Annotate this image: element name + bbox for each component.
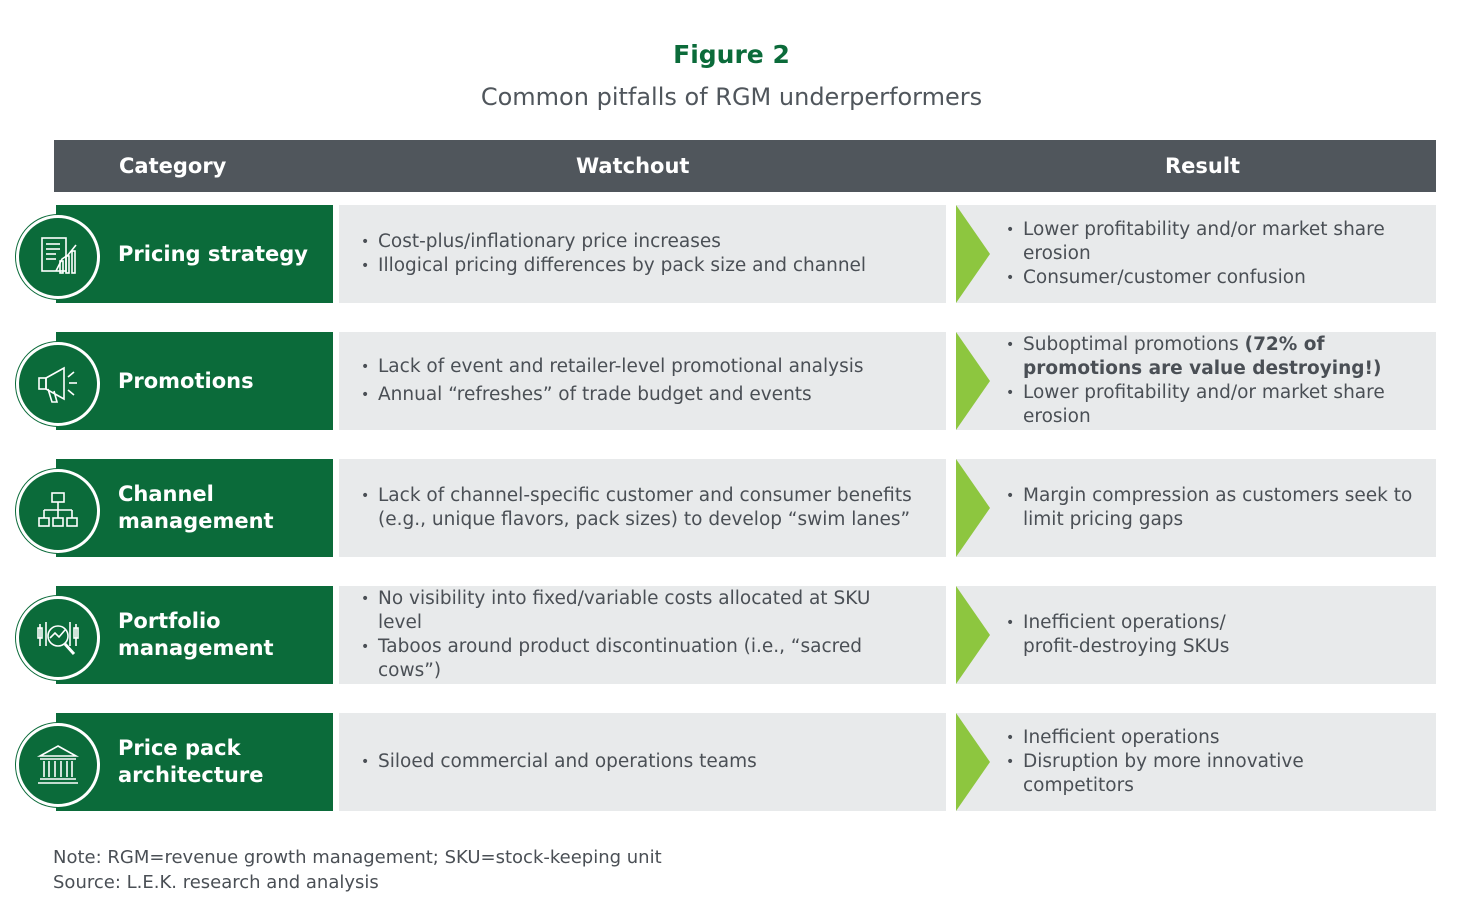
arrow-right-icon (956, 332, 990, 430)
result-text: Suboptimal promotions (1023, 334, 1245, 355)
result-cell (956, 713, 1436, 811)
watchout-item: • Cost-plus/inflationary price increases (361, 230, 866, 254)
figure-subtitle: Common pitfalls of RGM underperformers (480, 83, 983, 111)
result-item: • Disruption by more innovative competitors (1006, 750, 1333, 798)
org-chart-icon (16, 469, 100, 553)
result-item: • Margin compression as customers seek to limit pricing gaps (1006, 484, 1426, 532)
watchout-item: • Illogical pricing differences by pack size and channel (361, 254, 866, 278)
header-category: Category (119, 154, 227, 178)
result-highlight: (72% of promotions are value destroying!) (1023, 334, 1382, 379)
watchout-cell (339, 713, 946, 811)
result-item (1006, 333, 1426, 381)
table-header (54, 140, 1436, 192)
note-text: Note: RGM=revenue growth management; SKU=stock-keeping unit (53, 847, 662, 868)
arrow-right-icon (956, 713, 990, 811)
footnote (53, 845, 662, 895)
watchout-cell (339, 205, 946, 303)
watchout-item: • Lack of event and retailer-level promotional analysis (361, 355, 863, 379)
table-row (0, 205, 1463, 303)
table-row (0, 586, 1463, 684)
result-item: • Lower profitability and/or market share erosion (1006, 218, 1426, 266)
table-row (0, 459, 1463, 557)
category-label: Portfolio management (118, 609, 274, 660)
result-item: • Inefficient operations/ profit-destroying SKUs (1006, 611, 1273, 659)
header-watchout: Watchout (576, 154, 690, 178)
arrow-right-icon (956, 586, 990, 684)
watchout-cell (339, 586, 946, 684)
arrow-right-icon (956, 459, 990, 557)
document-chart-icon (16, 215, 100, 299)
header-result: Result (1165, 154, 1241, 178)
result-item: • Lower profitability and/or market share erosion (1006, 381, 1426, 429)
result-cell (956, 205, 1436, 303)
watchout-cell (339, 459, 946, 557)
category-label: Promotions (118, 368, 254, 393)
result-item: • Inefficient operations (1006, 726, 1426, 750)
watchout-cell (339, 332, 946, 430)
category-label: Pricing strategy (118, 241, 308, 266)
result-cell (956, 586, 1436, 684)
megaphone-icon (16, 342, 100, 426)
watchout-item: • Siloed commercial and operations teams (361, 750, 757, 774)
category-label: Price pack architecture (118, 736, 264, 787)
watchout-item: • Taboos around product discontinuation (i.e., “sacred cows”) (361, 635, 901, 683)
building-columns-icon (16, 723, 100, 807)
arrow-right-icon (956, 205, 990, 303)
result-cell (956, 332, 1436, 430)
table-row (0, 713, 1463, 811)
magnifier-chart-icon (16, 596, 100, 680)
table-row (0, 332, 1463, 430)
watchout-item: • No visibility into fixed/variable costs allocated at SKU level (361, 587, 901, 635)
result-cell (956, 459, 1436, 557)
result-item: • Consumer/customer confusion (1006, 266, 1426, 290)
category-label: Channel management (118, 482, 274, 533)
source-text: Source: L.E.K. research and analysis (53, 872, 379, 893)
watchout-item: • Annual “refreshes” of trade budget and events (361, 383, 863, 407)
figure-title: Figure 2 (673, 40, 790, 69)
watchout-item: • Lack of channel-specific customer and consumer benefits (e.g., unique flavors, pack sizes) to develop “swim lanes” (361, 484, 921, 532)
